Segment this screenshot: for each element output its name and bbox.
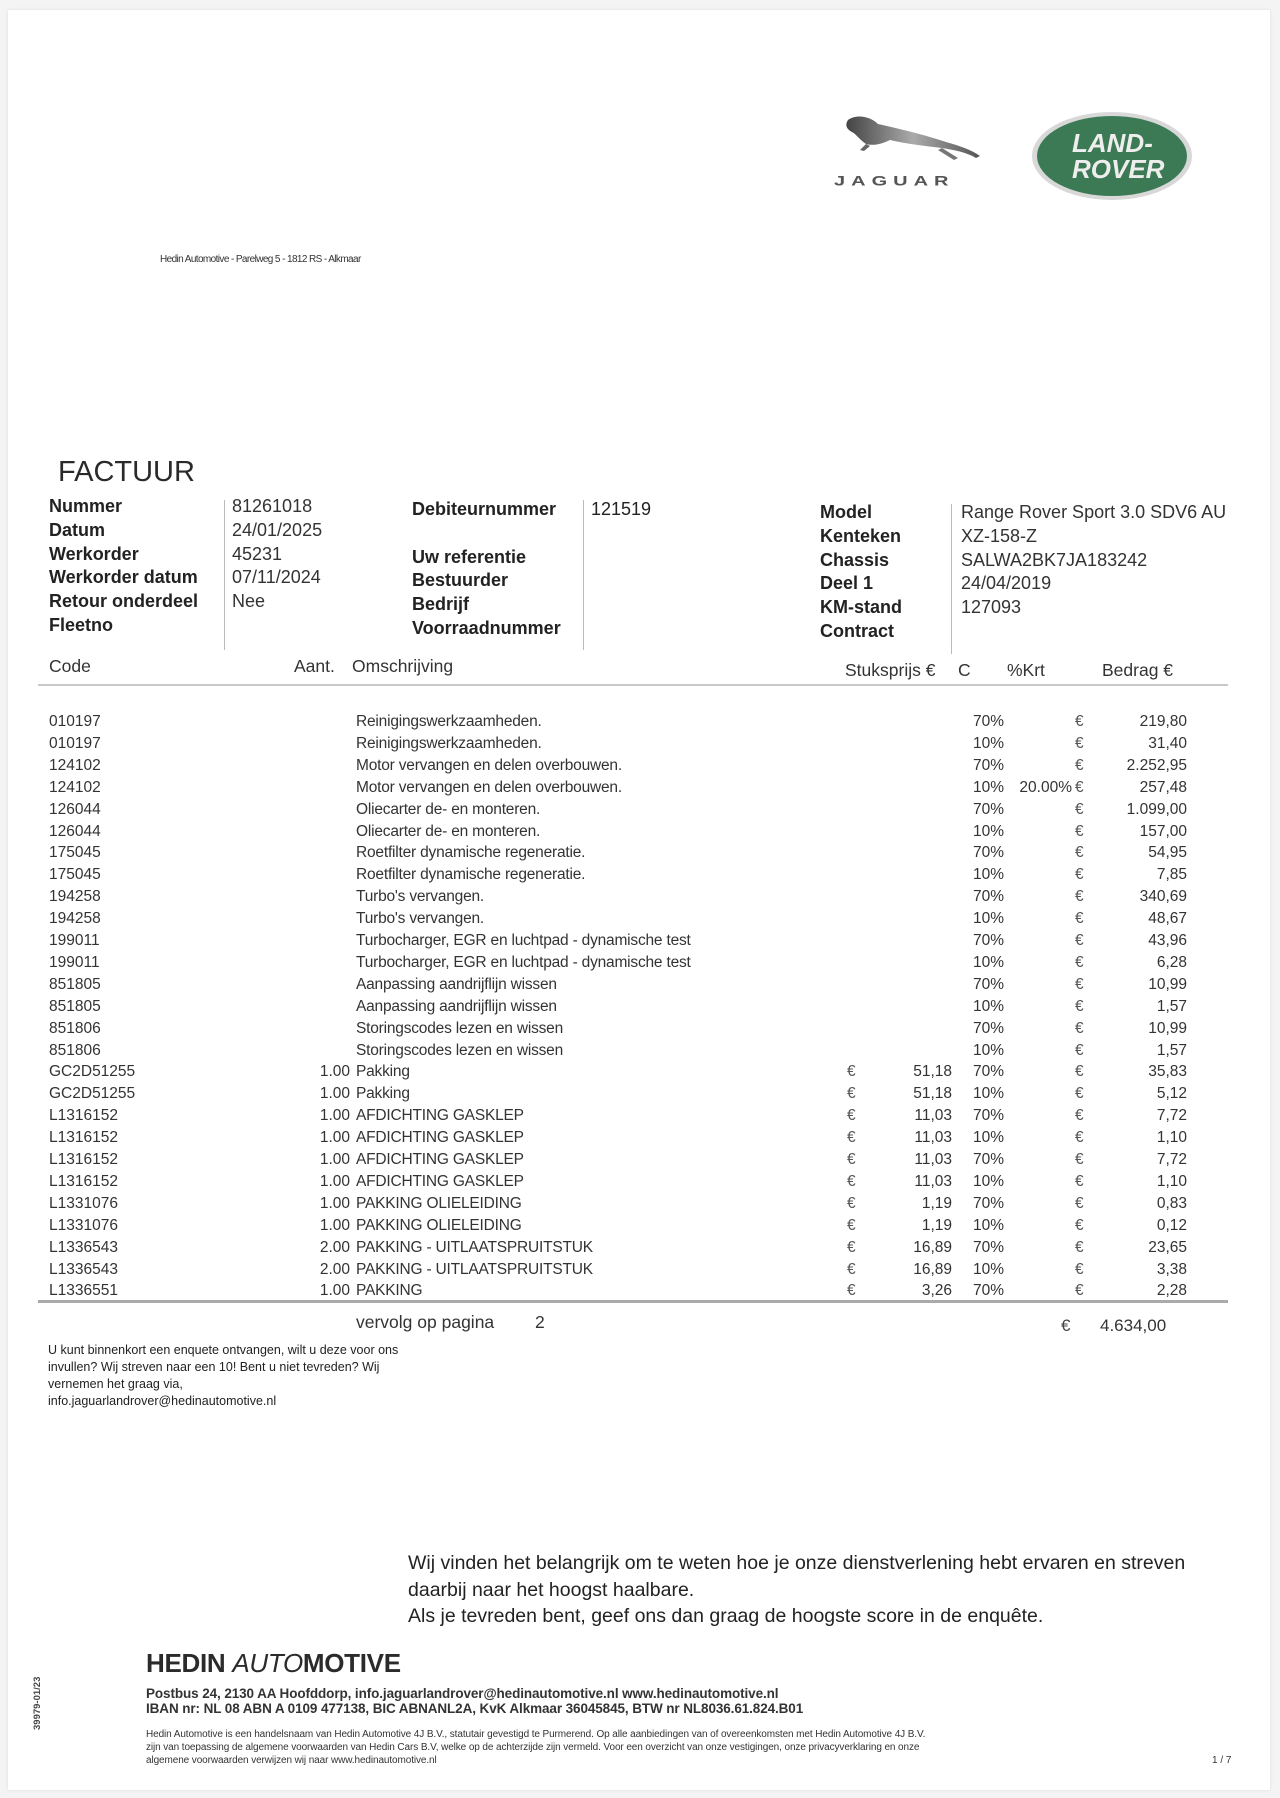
hedin-automotive-logo <box>146 1648 401 1679</box>
line-code: 010197 <box>49 713 101 730</box>
label-bestuurder: Bestuurder <box>412 570 509 591</box>
subtotal-currency: € <box>1061 1316 1071 1335</box>
line-amount: 1.099,00 <box>1126 800 1187 818</box>
line-amount-currency: € <box>1075 800 1084 818</box>
line-c-percent: 10% <box>972 997 1004 1015</box>
col-header-aant: Aant. <box>294 656 335 676</box>
header-right-labels <box>820 501 902 644</box>
line-amount-currency: € <box>1075 1216 1084 1234</box>
line-amount: 35,83 <box>1148 1063 1187 1081</box>
line-amount: 340,69 <box>1139 888 1187 906</box>
line-description: Turbocharger, EGR en luchtpad - dynamische test <box>356 953 691 971</box>
line-c-percent: 70% <box>972 932 1004 949</box>
value-debiteurnummer: 121519 <box>591 499 652 519</box>
line-code: L1316152 <box>49 1172 118 1190</box>
line-price-currency: € <box>847 1260 856 1278</box>
subtotal-amount: 4.634,00 <box>1100 1316 1167 1335</box>
header-right-values <box>961 501 1226 620</box>
line-price-currency: € <box>847 1282 856 1300</box>
line-amount: 6,28 <box>1156 953 1187 971</box>
continuation-page: 2 <box>535 1312 545 1332</box>
line-price-currency: € <box>847 1172 856 1190</box>
value-kenteken: XZ-158-Z <box>961 525 1038 546</box>
line-amount: 7,72 <box>1156 1107 1187 1125</box>
table-row <box>8 1151 1270 1173</box>
line-code: L1331076 <box>49 1194 118 1212</box>
table-row <box>8 1107 1270 1129</box>
label-fleetno: Fleetno <box>49 614 114 635</box>
line-c-percent: 70% <box>972 1107 1004 1125</box>
line-description: Oliecarter de- en monteren. <box>356 800 541 818</box>
line-code: 124102 <box>49 778 101 796</box>
line-unit-price: 11,03 <box>914 1129 952 1147</box>
header-mid-labels <box>412 498 561 641</box>
line-amount-currency: € <box>1075 953 1084 971</box>
jaguar-leaper-icon <box>826 110 996 170</box>
line-description: Oliecarter de- en monteren. <box>356 822 541 840</box>
line-code: 851805 <box>49 975 101 993</box>
table-row <box>8 713 1270 735</box>
line-description: PAKKING OLIELEIDING <box>356 1216 522 1234</box>
label-bedrijf: Bedrijf <box>412 594 470 615</box>
line-c-percent: 10% <box>972 910 1004 928</box>
line-amount: 10,99 <box>1148 975 1187 993</box>
line-quantity: 1.00 <box>319 1216 350 1234</box>
line-price-currency: € <box>847 1107 856 1125</box>
line-amount-currency: € <box>1075 1282 1084 1300</box>
line-c-percent: 70% <box>972 1238 1004 1256</box>
line-unit-price: 16,89 <box>913 1238 952 1256</box>
legal-line-3: algemene voorwaarden verwijzen wij naar www.hedinautomotive.nl <box>146 1755 437 1766</box>
brand-part-3: MOTIVE <box>302 1648 401 1678</box>
line-amount-currency: € <box>1075 1238 1084 1256</box>
line-code: L1331076 <box>49 1216 118 1234</box>
value-deel-1: 24/04/2019 <box>961 573 1052 594</box>
divider <box>951 504 952 654</box>
line-amount-currency: € <box>1075 1151 1084 1168</box>
line-unit-price: 16,89 <box>913 1260 952 1278</box>
label-werkorder-datum: Werkorder datum <box>49 567 198 588</box>
line-amount: 1,10 <box>1156 1129 1187 1147</box>
table-row <box>8 735 1270 757</box>
value-chassis: SALWA2BK7JA183242 <box>961 549 1148 570</box>
land-rover-logo <box>1030 110 1194 202</box>
brand-part-1: HEDIN <box>146 1648 233 1678</box>
label-retour-onderdeel: Retour onderdeel <box>49 591 199 612</box>
line-c-percent: 10% <box>972 1216 1004 1234</box>
header-left-labels <box>49 495 198 638</box>
line-description: PAKKING OLIELEIDING <box>356 1194 522 1212</box>
line-amount: 10,99 <box>1148 1019 1187 1037</box>
line-description: Reinigingswerkzaamheden. <box>356 713 542 730</box>
line-c-percent: 10% <box>972 734 1004 752</box>
line-c-percent: 10% <box>972 778 1004 796</box>
line-code: GC2D51255 <box>49 1063 136 1081</box>
line-code: 851805 <box>49 997 101 1015</box>
line-amount: 7,72 <box>1156 1151 1187 1168</box>
line-c-percent: 70% <box>972 975 1004 993</box>
line-price-currency: € <box>847 1216 856 1234</box>
table-row <box>8 1020 1270 1042</box>
legal-line-1: Hedin Automotive is een handelsnaam van Hedin Automotive 4J B.V., statutair gevestigd te Purmerend. Op alle aanbiedingen van of overeenkomsten met Hedin Automotive 4J B.V. <box>146 1729 926 1740</box>
line-unit-price: 11,03 <box>914 1107 952 1125</box>
line-amount: 7,85 <box>1156 866 1187 884</box>
land-rover-text-1: LAND- <box>1072 128 1153 158</box>
line-description: Pakking <box>356 1063 410 1081</box>
line-unit-price: 1,19 <box>921 1194 952 1212</box>
line-description: Motor vervangen en delen overbouwen. <box>356 778 622 796</box>
line-amount: 2,28 <box>1156 1282 1187 1300</box>
line-c-percent: 70% <box>972 800 1004 818</box>
label-model: Model <box>820 502 872 522</box>
line-amount-currency: € <box>1075 1085 1084 1103</box>
line-amount-currency: € <box>1075 1019 1084 1037</box>
line-code: 851806 <box>49 1041 101 1059</box>
line-quantity: 1.00 <box>319 1085 350 1103</box>
line-amount-currency: € <box>1075 713 1084 730</box>
line-description: AFDICHTING GASKLEP <box>356 1107 524 1125</box>
line-amount: 3,38 <box>1156 1260 1187 1278</box>
line-amount: 23,65 <box>1148 1238 1187 1256</box>
line-price-currency: € <box>847 1238 856 1256</box>
line-unit-price: 1,19 <box>921 1216 952 1234</box>
divider <box>583 500 584 650</box>
label-kenteken: Kenteken <box>820 525 902 546</box>
line-amount: 157,00 <box>1139 822 1187 840</box>
line-amount-currency: € <box>1075 975 1084 993</box>
line-c-percent: 70% <box>972 756 1004 774</box>
col-header-krt: %Krt <box>1007 660 1045 680</box>
table-row <box>8 1195 1270 1217</box>
table-row <box>8 998 1270 1020</box>
label-voorraadnummer: Voorraadnummer <box>412 617 561 638</box>
label-werkorder: Werkorder <box>49 543 139 564</box>
line-c-percent: 70% <box>972 888 1004 906</box>
value-werkorder-datum: 07/11/2024 <box>232 567 321 588</box>
line-quantity: 1.00 <box>319 1151 350 1168</box>
line-amount: 48,67 <box>1148 910 1187 928</box>
label-contract: Contract <box>820 620 895 641</box>
line-unit-price: 3,26 <box>921 1282 952 1300</box>
table-row <box>8 779 1270 801</box>
line-code: 199011 <box>49 932 100 949</box>
line-amount: 1,57 <box>1156 1041 1187 1059</box>
table-row <box>8 1217 1270 1239</box>
line-c-percent: 10% <box>972 1172 1004 1190</box>
line-c-percent: 70% <box>972 1151 1004 1168</box>
sender-address: Hedin Automotive - Parelweg 5 - 1812 RS - Alkmaar <box>160 254 361 265</box>
table-row <box>8 932 1270 954</box>
line-quantity: 2.00 <box>319 1238 350 1256</box>
line-code: 175045 <box>49 844 101 862</box>
line-c-percent: 70% <box>972 1282 1004 1300</box>
line-amount-currency: € <box>1075 1129 1084 1147</box>
line-unit-price: 51,18 <box>913 1085 952 1103</box>
jaguar-wordmark: JAGUAR <box>834 173 955 189</box>
line-unit-price: 11,03 <box>914 1172 952 1190</box>
line-code: 851806 <box>49 1019 101 1037</box>
line-discount: 20.00% <box>1019 778 1072 796</box>
table-bottom-rule <box>38 1300 1228 1303</box>
line-amount-currency: € <box>1075 734 1084 752</box>
line-code: L1336543 <box>49 1238 118 1256</box>
line-code: 126044 <box>49 822 101 840</box>
line-amount-currency: € <box>1075 756 1084 774</box>
feedback-line-1: Wij vinden het belangrijk om te weten hoe je onze dienstverlening hebt ervaren en streven daarbij naar het hoogst haalbare. <box>408 1552 1186 1601</box>
line-c-percent: 10% <box>972 953 1004 971</box>
table-row <box>8 1129 1270 1151</box>
line-c-percent: 10% <box>972 1129 1004 1147</box>
line-description: Aanpassing aandrijflijn wissen <box>356 997 557 1015</box>
line-code: 175045 <box>49 866 101 884</box>
col-header-c: C <box>958 660 971 680</box>
header-left-values <box>232 495 322 614</box>
line-code: 124102 <box>49 756 101 774</box>
continuation-label: vervolg op pagina <box>356 1312 495 1332</box>
col-header-bedrag: Bedrag € <box>1102 660 1174 680</box>
table-row <box>8 1085 1270 1107</box>
line-description: PAKKING <box>356 1282 423 1300</box>
label-deel-1: Deel 1 <box>820 573 874 594</box>
line-c-percent: 70% <box>972 713 1004 730</box>
line-c-percent: 70% <box>972 1019 1004 1037</box>
land-rover-text-2: ROVER <box>1072 154 1165 184</box>
line-description: Storingscodes lezen en wissen <box>356 1041 564 1059</box>
feedback-message <box>408 1550 1208 1630</box>
table-row <box>8 910 1270 932</box>
line-description: Turbo's vervangen. <box>356 888 485 906</box>
line-c-percent: 70% <box>972 1063 1004 1081</box>
line-price-currency: € <box>847 1129 856 1147</box>
line-c-percent: 10% <box>972 866 1004 884</box>
line-amount-currency: € <box>1075 888 1084 906</box>
line-description: Turbocharger, EGR en luchtpad - dynamische test <box>356 932 691 949</box>
table-row <box>8 954 1270 976</box>
line-amount-currency: € <box>1075 844 1084 862</box>
line-amount: 1,10 <box>1156 1172 1187 1190</box>
line-amount-currency: € <box>1075 866 1084 884</box>
line-amount-currency: € <box>1075 822 1084 840</box>
value-model: Range Rover Sport 3.0 SDV6 AU <box>961 502 1227 522</box>
line-code: L1336543 <box>49 1260 118 1278</box>
line-code: 199011 <box>49 953 100 971</box>
table-row <box>8 976 1270 998</box>
line-price-currency: € <box>847 1194 856 1212</box>
divider <box>224 500 225 650</box>
table-header-rule <box>38 684 1228 686</box>
line-description: Reinigingswerkzaamheden. <box>356 734 542 752</box>
line-unit-price: 11,03 <box>914 1151 952 1168</box>
table-row <box>8 844 1270 866</box>
line-price-currency: € <box>847 1151 856 1168</box>
line-amount-currency: € <box>1075 932 1084 949</box>
line-c-percent: 10% <box>972 1085 1004 1103</box>
table-row <box>8 1063 1270 1085</box>
line-c-percent: 70% <box>972 844 1004 862</box>
line-description: AFDICHTING GASKLEP <box>356 1129 524 1147</box>
invoice-title: FACTUUR <box>58 456 195 488</box>
line-description: AFDICHTING GASKLEP <box>356 1172 524 1190</box>
label-debiteurnummer: Debiteurnummer <box>412 499 557 519</box>
feedback-line-2: Als je tevreden bent, geef ons dan graag de hoogste score in de enquête. <box>408 1605 1044 1627</box>
line-code: L1316152 <box>49 1151 118 1168</box>
col-header-code: Code <box>49 656 91 676</box>
line-description: Storingscodes lezen en wissen <box>356 1019 564 1037</box>
line-amount-currency: € <box>1075 1107 1084 1125</box>
line-unit-price: 51,18 <box>913 1063 952 1081</box>
label-uw-referentie: Uw referentie <box>412 546 527 567</box>
col-header-omschrijving: Omschrijving <box>352 656 454 676</box>
company-address <box>146 1686 803 1716</box>
line-code: 126044 <box>49 800 101 818</box>
line-amount-currency: € <box>1075 1260 1084 1278</box>
table-row <box>8 801 1270 823</box>
legal-text <box>146 1728 925 1767</box>
line-description: Turbo's vervangen. <box>356 910 485 928</box>
address-line-2: IBAN nr: NL 08 ABN A 0109 477138, BIC ABNANL2A, KvK Alkmaar 36045845, BTW nr NL8036.61.824.B01 <box>146 1701 804 1716</box>
line-code: L1316152 <box>49 1107 118 1125</box>
line-amount-currency: € <box>1075 778 1084 796</box>
line-amount-currency: € <box>1075 997 1084 1015</box>
line-code: 194258 <box>49 910 101 928</box>
line-c-percent: 70% <box>972 1194 1004 1212</box>
legal-line-2: zijn van toepassing de algemene voorwaarden van Hedin Cars B.V, welke op de achterzijde zijn vermeld. Voor een overzicht van onze vestigingen, onze privacyverklaring en onze <box>146 1742 920 1753</box>
value-km-stand: 127093 <box>961 597 1022 618</box>
label-km-stand: KM-stand <box>820 597 902 618</box>
table-row <box>8 1173 1270 1195</box>
table-row <box>8 866 1270 888</box>
line-amount: 54,95 <box>1148 844 1187 862</box>
line-amount: 5,12 <box>1156 1085 1187 1103</box>
line-amount-currency: € <box>1075 910 1084 928</box>
line-description: PAKKING - UITLAATSPRUITSTUK <box>356 1260 593 1278</box>
line-amount-currency: € <box>1075 1063 1084 1081</box>
line-price-currency: € <box>847 1085 856 1103</box>
line-code: GC2D51255 <box>49 1085 136 1103</box>
line-c-percent: 10% <box>972 1041 1004 1059</box>
line-description: Roetfilter dynamische regeneratie. <box>356 844 586 862</box>
table-row <box>8 823 1270 845</box>
line-description: Aanpassing aandrijflijn wissen <box>356 975 557 993</box>
line-amount: 0,12 <box>1156 1216 1187 1234</box>
line-quantity: 1.00 <box>319 1107 350 1125</box>
line-code: L1336551 <box>49 1282 118 1300</box>
line-c-percent: 10% <box>972 1260 1004 1278</box>
value-nummer: 81261018 <box>232 496 313 516</box>
line-amount: 2.252,95 <box>1126 756 1187 774</box>
line-code: L1316152 <box>49 1129 118 1147</box>
line-price-currency: € <box>847 1063 856 1081</box>
line-quantity: 2.00 <box>319 1260 350 1278</box>
line-amount-currency: € <box>1075 1041 1084 1059</box>
value-retour-onderdeel: Nee <box>232 591 266 612</box>
jaguar-logo <box>826 110 996 196</box>
line-amount: 219,80 <box>1139 713 1187 730</box>
line-quantity: 1.00 <box>319 1282 350 1300</box>
line-description: AFDICHTING GASKLEP <box>356 1151 524 1168</box>
line-c-percent: 10% <box>972 822 1004 840</box>
table-row <box>8 1261 1270 1283</box>
line-amount: 0,83 <box>1156 1194 1187 1212</box>
value-werkorder: 45231 <box>232 543 283 564</box>
table-row <box>8 888 1270 910</box>
table-row <box>8 757 1270 779</box>
line-amount: 1,57 <box>1156 997 1187 1015</box>
line-description: Roetfilter dynamische regeneratie. <box>356 866 586 884</box>
line-quantity: 1.00 <box>319 1129 350 1147</box>
label-chassis: Chassis <box>820 549 890 570</box>
line-code: 194258 <box>49 888 101 906</box>
line-amount: 31,40 <box>1148 734 1187 752</box>
line-quantity: 1.00 <box>319 1194 350 1212</box>
line-amount-currency: € <box>1075 1194 1084 1212</box>
line-description: Pakking <box>356 1085 410 1103</box>
col-header-stuksprijs: Stuksprijs € <box>845 660 936 680</box>
value-datum: 24/01/2025 <box>232 519 323 540</box>
line-code: 010197 <box>49 734 101 752</box>
line-amount-currency: € <box>1075 1172 1084 1190</box>
page-indicator: 1 / 7 <box>1212 1755 1232 1766</box>
table-row <box>8 1042 1270 1064</box>
address-line-1: Postbus 24, 2130 AA Hoofddorp, info.jaguarlandrover@hedinautomotive.nl www.hedinautomotive.nl <box>146 1686 779 1701</box>
line-quantity: 1.00 <box>319 1172 350 1190</box>
survey-note: U kunt binnenkort een enquete ontvangen, wilt u deze voor ons invullen? Wij streven naar een 10! Bent u niet tevreden? Wij vernemen het graag via, info.jaguarlandrover@hedinautomotive.nl <box>48 1343 399 1408</box>
line-amount: 257,48 <box>1139 778 1187 796</box>
label-datum: Datum <box>49 519 106 540</box>
line-amount: 43,96 <box>1148 932 1187 949</box>
table-row <box>8 1239 1270 1261</box>
label-nummer: Nummer <box>49 496 123 516</box>
line-description: PAKKING - UITLAATSPRUITSTUK <box>356 1238 593 1256</box>
line-quantity: 1.00 <box>319 1063 350 1081</box>
invoice-page <box>8 10 1270 1790</box>
document-id: 39979-01/23 <box>32 1676 43 1730</box>
brand-part-2: AUTO <box>232 1648 303 1678</box>
line-description: Motor vervangen en delen overbouwen. <box>356 756 622 774</box>
